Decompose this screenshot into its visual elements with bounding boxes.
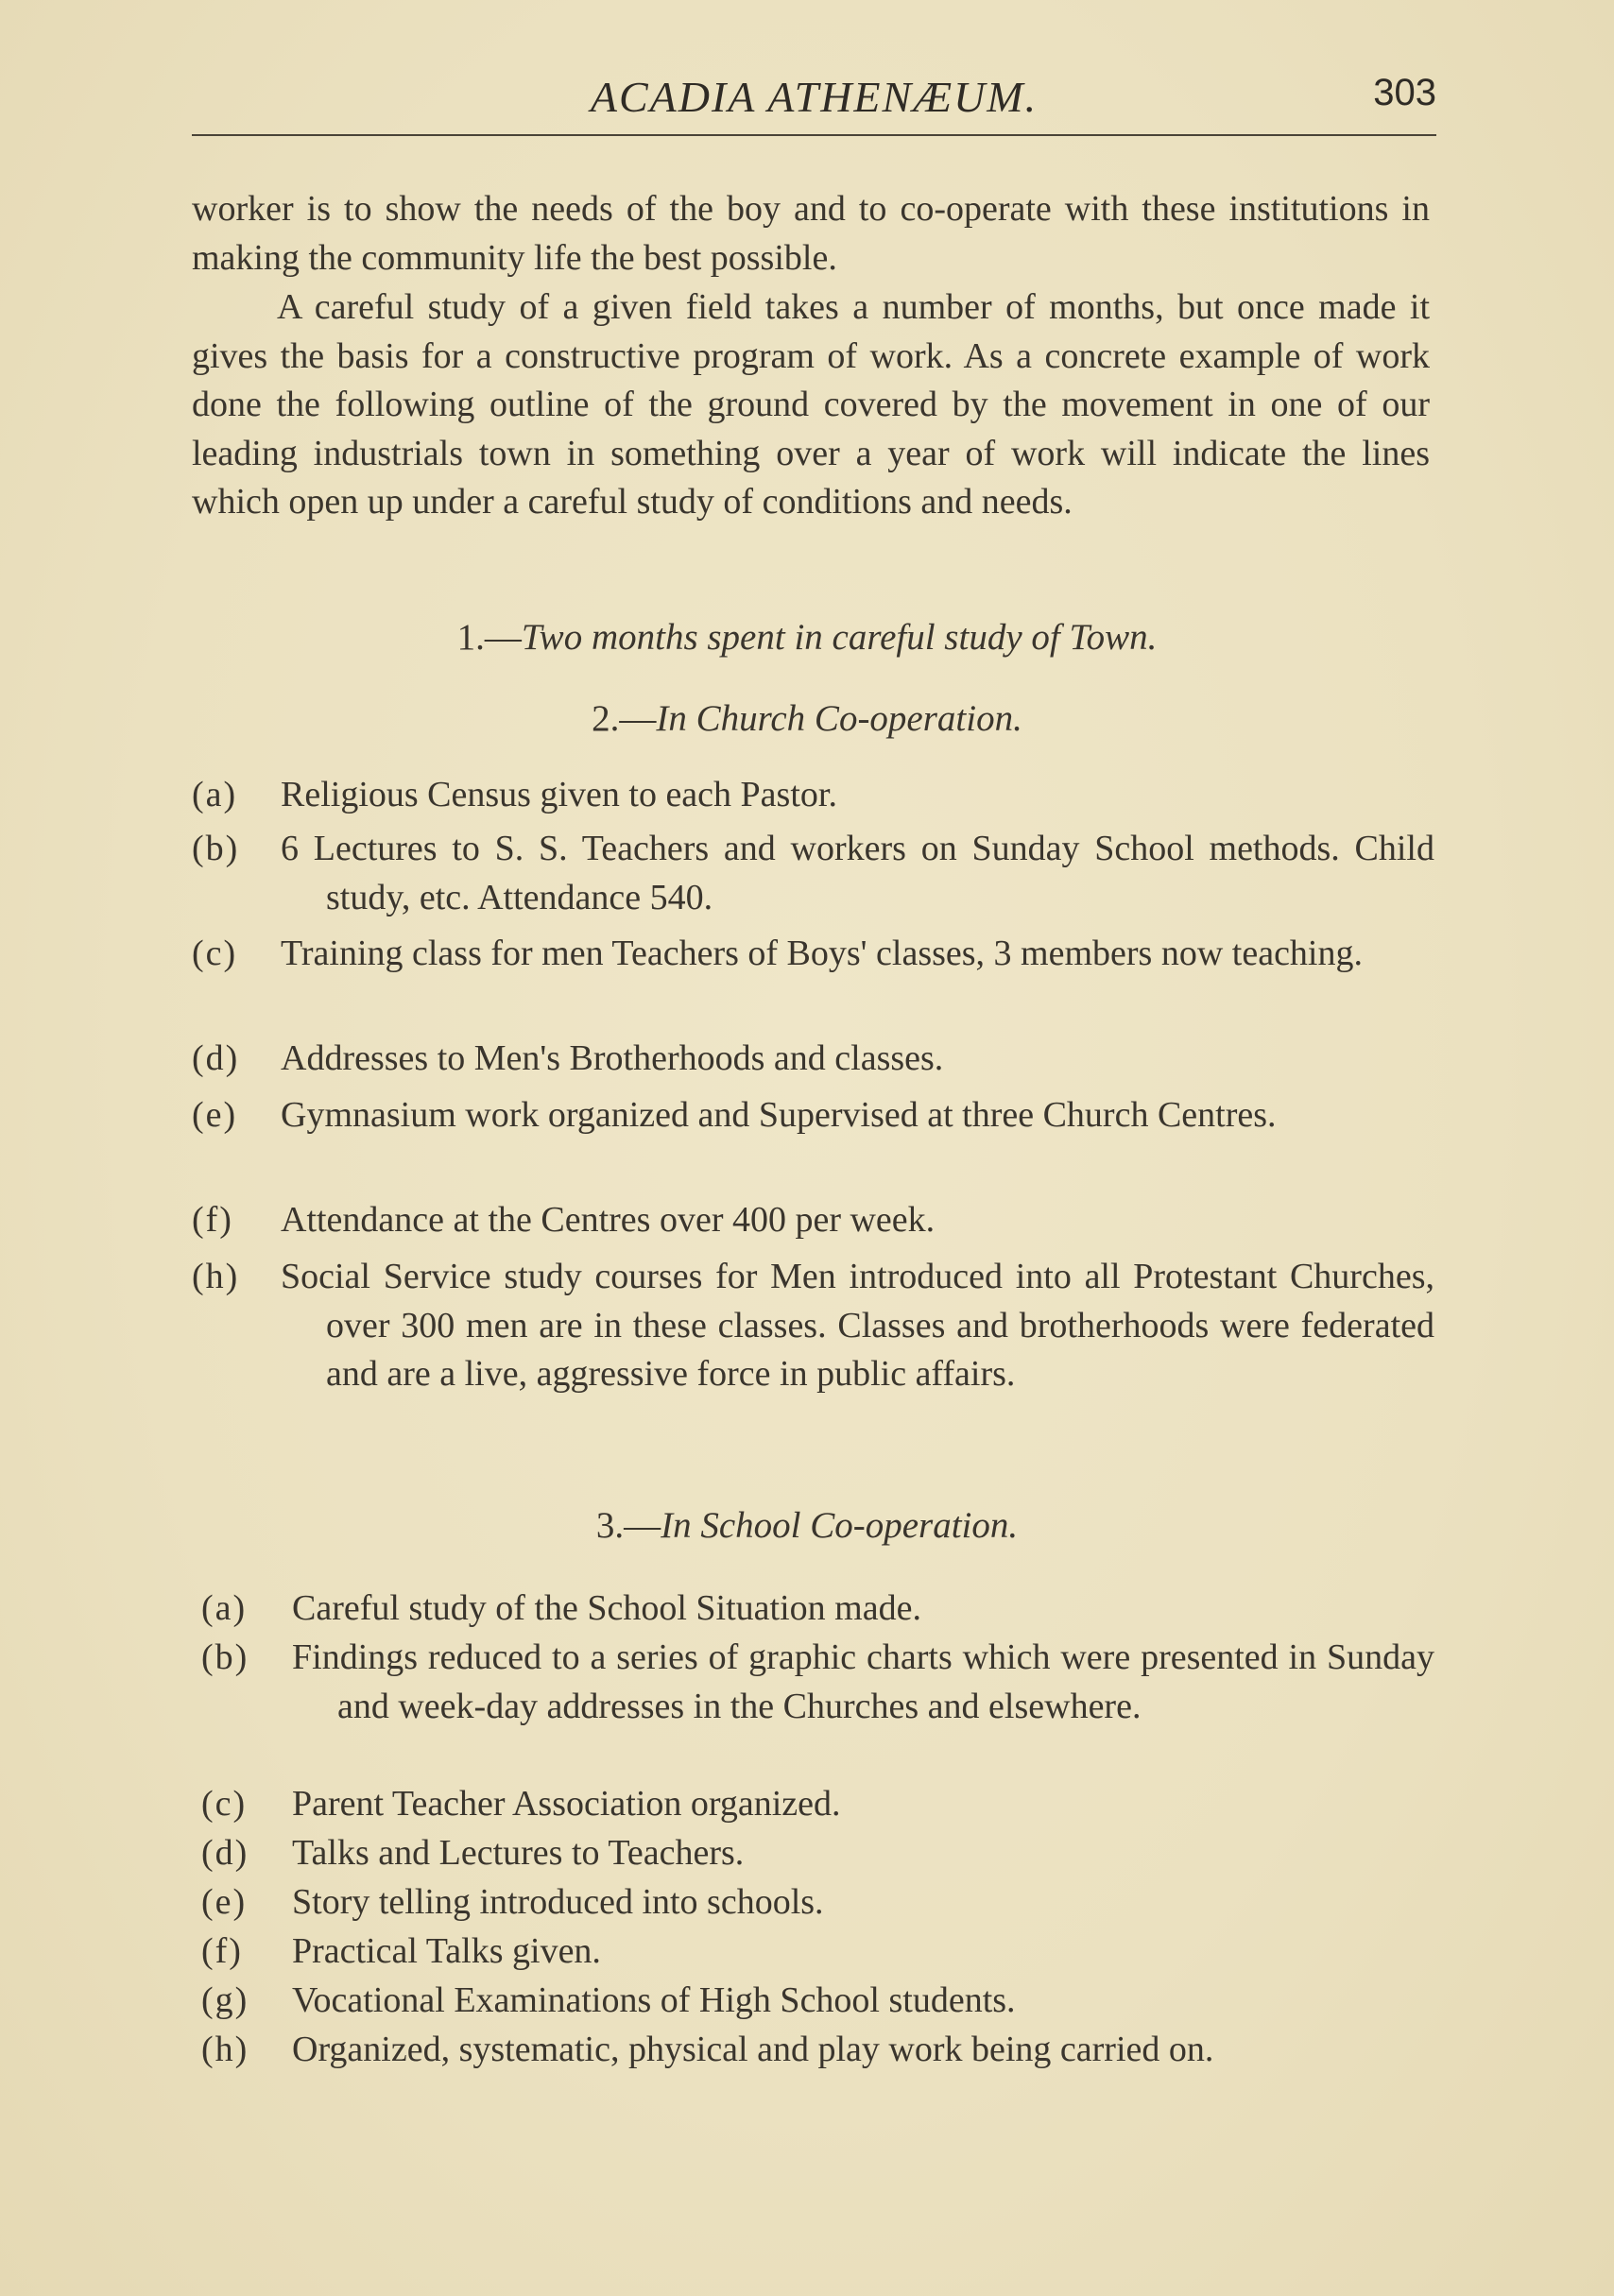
list-marker: (b) xyxy=(192,829,240,868)
list-marker: (b) xyxy=(201,1637,249,1677)
section-number: 2.— xyxy=(592,698,657,739)
section-number: 1.— xyxy=(456,617,522,658)
section-title: In School Co-operation. xyxy=(661,1505,1019,1546)
list-item xyxy=(192,1091,1434,1140)
list-item-text: Careful study of the School Situation made. xyxy=(292,1588,921,1628)
paragraph-study: A careful study of a given field takes a number of months, but once made it gives the basis for a constructive program of work. As a concrete example of work done the following outline of the ground covered by the movement in one of our leading industrials town in something over a year of work will indicate the lines which open up under a careful study of conditions and needs. xyxy=(192,287,1430,522)
list-item xyxy=(192,1977,1434,2026)
section-heading-3 xyxy=(0,1501,1614,1551)
list-item xyxy=(192,2026,1434,2075)
list-marker: (c) xyxy=(201,1784,248,1824)
journal-title: ACADIA ATHENÆUM. xyxy=(590,73,1039,121)
list-marker: (c) xyxy=(192,934,238,973)
list-item-text: Parent Teacher Association organized. xyxy=(292,1784,841,1824)
header-rule xyxy=(192,134,1436,136)
running-head xyxy=(192,66,1436,132)
list-marker: (d) xyxy=(201,1833,249,1873)
list-item xyxy=(192,1196,1434,1245)
section-heading-1 xyxy=(0,613,1614,662)
list-marker: (a) xyxy=(201,1588,248,1628)
list-item xyxy=(192,825,1434,922)
list-item-text: Story telling introduced into schools. xyxy=(292,1882,824,1922)
list-item xyxy=(192,1634,1434,1731)
section-number: 3.— xyxy=(595,1505,661,1546)
list-item xyxy=(192,1253,1434,1399)
list-item-text: Attendance at the Centres over 400 per week. xyxy=(281,1200,936,1240)
list-marker: (g) xyxy=(201,1980,249,2020)
list-item xyxy=(192,1585,1434,1634)
list-item xyxy=(192,1780,1434,1829)
paragraph-continuation: worker is to show the needs of the boy and to co-operate with these institutions in making the community life the best possible. xyxy=(192,189,1430,278)
section-title: Two months spent in careful study of Town. xyxy=(521,617,1158,658)
list-marker: (f) xyxy=(192,1200,233,1240)
list-item-text: Practical Talks given. xyxy=(292,1931,601,1971)
list-item-text: Findings reduced to a series of graphic charts which were presented in Sunday and week-day addresses in the Churches and elsewhere. xyxy=(292,1637,1434,1726)
list-item-text: Organized, systematic, physical and play work being carried on. xyxy=(292,2030,1214,2069)
list-item xyxy=(192,930,1434,979)
section-heading-2 xyxy=(0,694,1614,744)
list-marker: (f) xyxy=(201,1931,243,1971)
list-marker: (h) xyxy=(201,2030,249,2069)
list-marker: (a) xyxy=(192,775,238,814)
list-item-text: Religious Census given to each Pastor. xyxy=(281,775,837,814)
list-item xyxy=(192,1035,1434,1084)
list-item xyxy=(192,1829,1434,1878)
list-marker: (e) xyxy=(192,1095,238,1135)
list-item xyxy=(192,771,1434,820)
page-number: 303 xyxy=(1373,72,1436,113)
section-title: In Church Co-operation. xyxy=(656,698,1022,739)
list-item-text: Gymnasium work organized and Supervised at three Church Centres. xyxy=(281,1095,1277,1135)
list-item-text: Addresses to Men's Brotherhoods and classes. xyxy=(281,1038,944,1078)
list-item-text: Talks and Lectures to Teachers. xyxy=(292,1833,745,1873)
list-marker: (d) xyxy=(192,1038,240,1078)
list-item-text: Social Service study courses for Men introduced into all Protestant Churches, over 300 men are in these classes. Classes and brotherhoods were federated and are a live, aggressive force in public affairs. xyxy=(281,1257,1434,1394)
list-marker: (h) xyxy=(192,1257,240,1296)
list-item-text: Vocational Examinations of High School students. xyxy=(292,1980,1016,2020)
list-item xyxy=(192,1878,1434,1928)
list-item-text: 6 Lectures to S. S. Teachers and workers on Sunday School methods. Child study, etc. Attendance 540. xyxy=(281,829,1434,917)
list-item xyxy=(192,1928,1434,1977)
list-item-text: Training class for men Teachers of Boys' classes, 3 members now teaching. xyxy=(281,934,1363,973)
list-marker: (e) xyxy=(201,1882,248,1922)
